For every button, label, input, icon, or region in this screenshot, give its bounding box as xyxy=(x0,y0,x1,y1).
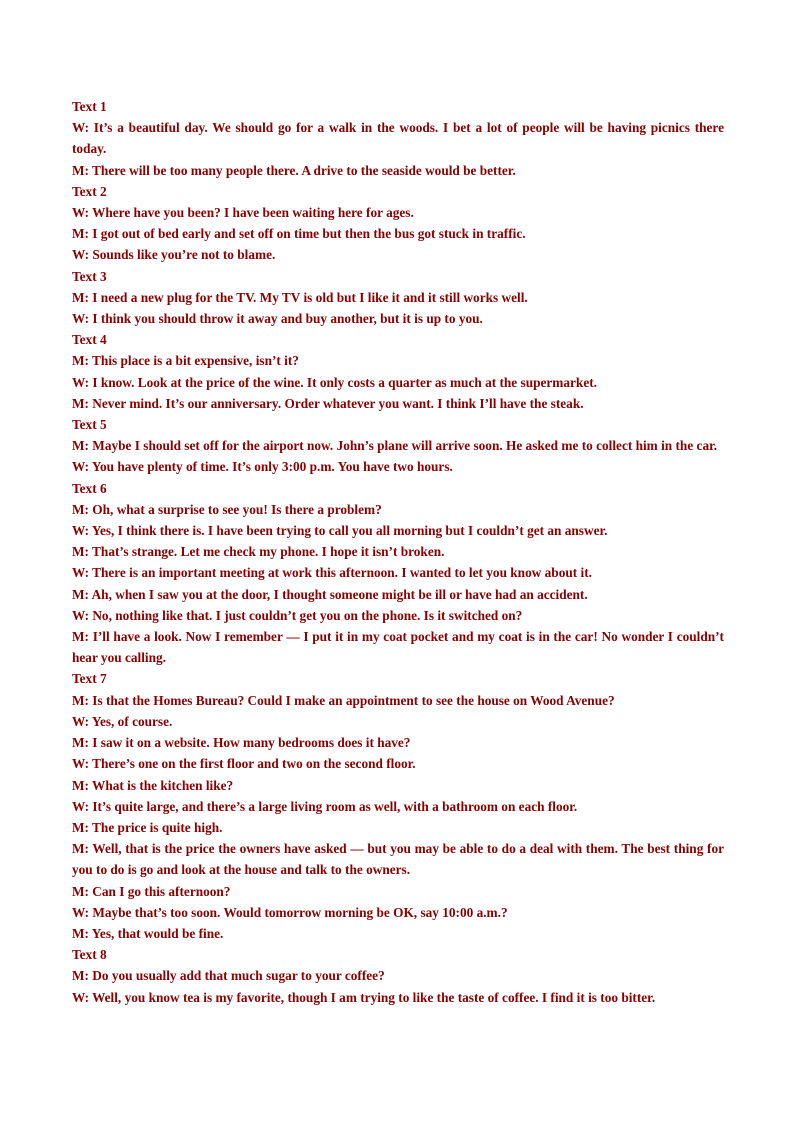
heading-text-2: Text 2 xyxy=(72,183,107,199)
heading-text-5: Text 5 xyxy=(72,417,107,433)
dialogue-line: W: I know. Look at the price of the wine. It only costs a quarter as much at the supermarket. xyxy=(72,374,597,390)
dialogue-line: W: Yes, I think there is. I have been trying to call you all morning but I couldn’t get an answer. xyxy=(72,523,608,539)
dialogue-line: M: I’ll have a look. Now I remember — I put it in my coat pocket and my coat is in the car! No wonder I couldn’t hear you calling. xyxy=(72,629,724,666)
document-page xyxy=(72,96,724,1008)
heading-text-7: Text 7 xyxy=(72,671,107,687)
dialogue-line: W: You have plenty of time. It’s only 3:00 p.m. You have two hours. xyxy=(72,459,453,475)
dialogue-line: M: That’s strange. Let me check my phone. I hope it isn’t broken. xyxy=(72,544,445,560)
dialogue-line: W: It’s quite large, and there’s a large living room as well, with a bathroom on each floor. xyxy=(72,798,578,814)
heading-text-8: Text 8 xyxy=(72,947,107,963)
heading-text-3: Text 3 xyxy=(72,268,107,284)
dialogue-line: M: Is that the Homes Bureau? Could I make an appointment to see the house on Wood Avenue? xyxy=(72,692,615,708)
dialogue-line: W: It’s a beautiful day. We should go for a walk in the woods. I bet a lot of people will be having picnics there today. xyxy=(72,120,724,157)
dialogue-line: M: I saw it on a website. How many bedrooms does it have? xyxy=(72,735,411,751)
heading-text-6: Text 6 xyxy=(72,480,107,496)
dialogue-line: W: There is an important meeting at work this afternoon. I wanted to let you know about it. xyxy=(72,565,592,581)
dialogue-line: M: I need a new plug for the TV. My TV is old but I like it and it still works well. xyxy=(72,289,528,305)
dialogue-line: W: I think you should throw it away and buy another, but it is up to you. xyxy=(72,311,483,327)
heading-text-1: Text 1 xyxy=(72,99,107,114)
dialogue-line: M: What is the kitchen like? xyxy=(72,777,234,793)
dialogue-line: M: Yes, that would be fine. xyxy=(72,925,224,941)
dialogue-line: W: Maybe that’s too soon. Would tomorrow morning be OK, say 10:00 a.m.? xyxy=(72,904,508,920)
dialogue-line: W: Where have you been? I have been waiting here for ages. xyxy=(72,205,414,221)
dialogue-line: M: Never mind. It’s our anniversary. Order whatever you want. I think I’ll have the steak. xyxy=(72,395,584,411)
heading-text-4: Text 4 xyxy=(72,332,107,348)
dialogue-line: M: Can I go this afternoon? xyxy=(72,883,231,899)
dialogue-line: W: Well, you know tea is my favorite, though I am trying to like the taste of coffee. I find it is too bitter. xyxy=(72,989,656,1005)
dialogue-line: M: The price is quite high. xyxy=(72,819,223,835)
dialogue-line: M: Ah, when I saw you at the door, I thought someone might be ill or have had an accident. xyxy=(72,586,588,602)
dialogue-line: M: Well, that is the price the owners have asked — but you may be able to do a deal with them. The best thing for you to do is go and look at the house and talk to the owners. xyxy=(72,841,724,878)
dialogue-line: M: There will be too many people there. A drive to the seaside would be better. xyxy=(72,162,516,178)
dialogue-line: W: There’s one on the first floor and two on the second floor. xyxy=(72,756,416,772)
dialogue-line: M: Do you usually add that much sugar to your coffee? xyxy=(72,968,385,984)
dialogue-line: M: Maybe I should set off for the airport now. John’s plane will arrive soon. He asked me to collect him in the car. xyxy=(72,438,718,454)
dialogue-line: M: Oh, what a surprise to see you! Is there a problem? xyxy=(72,501,382,517)
dialogue-line: W: No, nothing like that. I just couldn’t get you on the phone. Is it switched on? xyxy=(72,607,523,623)
dialogue-line: M: I got out of bed early and set off on time but then the bus got stuck in traffic. xyxy=(72,226,526,242)
dialogue-line: W: Sounds like you’re not to blame. xyxy=(72,247,276,263)
dialogue-line: M: This place is a bit expensive, isn’t it? xyxy=(72,353,299,369)
dialogue-line: W: Yes, of course. xyxy=(72,713,173,729)
